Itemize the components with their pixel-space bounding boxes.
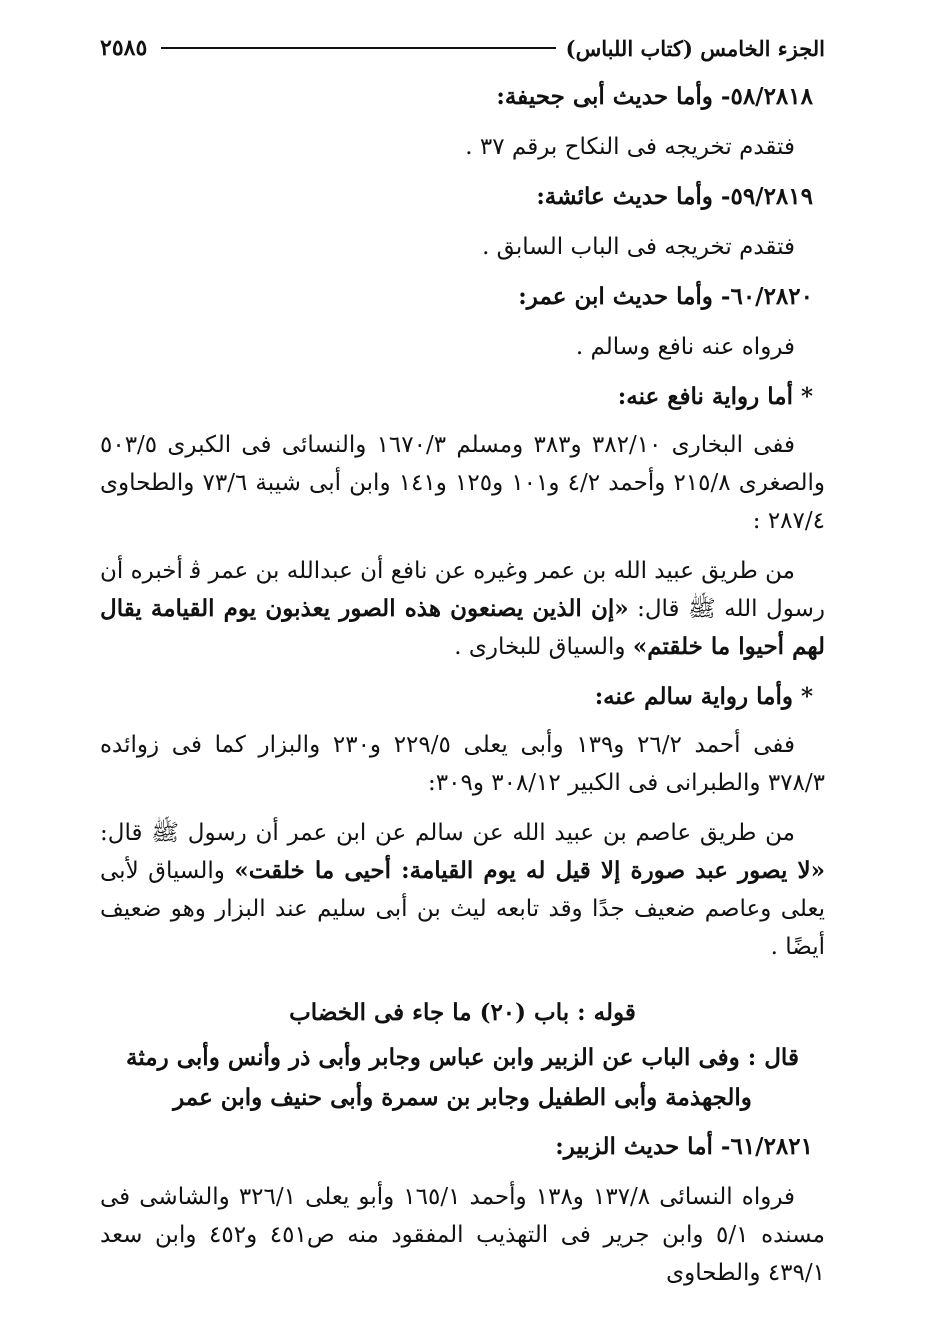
chapter-qala: قال : وفى الباب عن الزبير وابن عباس وجابر وأبى ذر وأنس وأبى رمثة والجهذمة وأبى الطفيل وجابر بن سمرة وأبى حنيف وابن عمر — [126, 1044, 799, 1111]
entry-text-aisha: فتقدم تخريجه فى الباب السابق . — [482, 234, 795, 260]
header-rule — [161, 47, 555, 49]
book-page — [100, 30, 825, 1310]
nafi-note: والسياق للبخارى . — [454, 634, 633, 660]
salim-chain: من طريق عاصم بن عبيد الله عن سالم عن ابن عمر أن رسول ﷺ قال: — [100, 820, 795, 846]
running-title: الجزء الخامس (كتاب اللباس) — [565, 35, 825, 61]
salim-heading: * وأما رواية سالم عنه: — [594, 683, 813, 710]
salim-sources: ففى أحمد ٢٦/٢ و١٣٩ وأبى يعلى ٢٢٩/٥ و٢٣٠ والبزار كما فى زوائده ٣٧٨/٣ والطبرانى فى الكبير ٣٠٨/١٢ و٣٠٩: — [100, 732, 825, 796]
salim-note: والسياق لأبى يعلى وعاصم ضعيف جدًا وقد تابعه ليث بن أبى سليم عند البزار وهو ضعيف أيضًا . — [100, 858, 825, 960]
entry-heading-abu-juhayfa: ٥٨/٢٨١٨- وأما حديث أبى جحيفة: — [496, 83, 813, 110]
entry-heading-ibn-umar: ٦٠/٢٨٢٠- وأما حديث ابن عمر: — [518, 283, 813, 310]
nafi-sources: ففى البخارى ٣٨٢/١٠ و٣٨٣ ومسلم ١٦٧٠/٣ والنسائى فى الكبرى ٥٠٣/٥ والصغرى ٢١٥/٨ وأحمد ٤/٢ و١٠١ و١٢٥ و١٤١ وابن أبى شيبة ٧٣/٦ والطحاوى ٢٨٧/٤ : — [100, 432, 825, 534]
nafi-quote: «إن الذين يصنعون هذه الصور يعذبون يوم القيامة يقال لهم أحيوا ما خلقتم» — [100, 595, 825, 660]
nafi-chain: من طريق عبيد الله بن عمر وغيره عن نافع أن عبدالله بن عمر ﭬ أخبره أن رسول الله ﷺ قال: — [100, 558, 825, 622]
entry-heading-zubayr: ٦١/٢٨٢١- أما حديث الزبير: — [555, 1133, 813, 1160]
entry-text-ibn-umar: فرواه عنه نافع وسالم . — [575, 334, 795, 360]
chapter-title: قوله : باب (٢٠) ما جاء فى الخضاب — [289, 999, 636, 1026]
page-number: ٢٥٨٥ — [100, 35, 148, 61]
nafi-hadith — [100, 552, 825, 666]
entry-text-abu-juhayfa: فتقدم تخريجه فى النكاح برقم ٣٧ . — [465, 134, 795, 160]
entry-heading-aisha: ٥٩/٢٨١٩- وأما حديث عائشة: — [536, 183, 813, 210]
running-header — [100, 30, 825, 66]
salim-hadith — [100, 814, 825, 966]
page-body — [100, 78, 825, 1292]
salim-quote: «لا يصور عبد صورة إلا قيل له يوم القيامة: أحيى ما خلقت» — [234, 857, 825, 884]
nafi-heading: * أما رواية نافع عنه: — [617, 383, 813, 410]
entry-text-zubayr: فرواه النسائى ١٣٧/٨ و١٣٨ وأحمد ١٦٥/١ وأبو يعلى ٣٢٦/١ والشاشى فى مسنده ٥/١ وابن جرير فى التهذيب المفقود منه ص٤٥١ و٤٥٢ وابن سعد ٤٣٩/١ والطحاوى — [100, 1184, 826, 1286]
